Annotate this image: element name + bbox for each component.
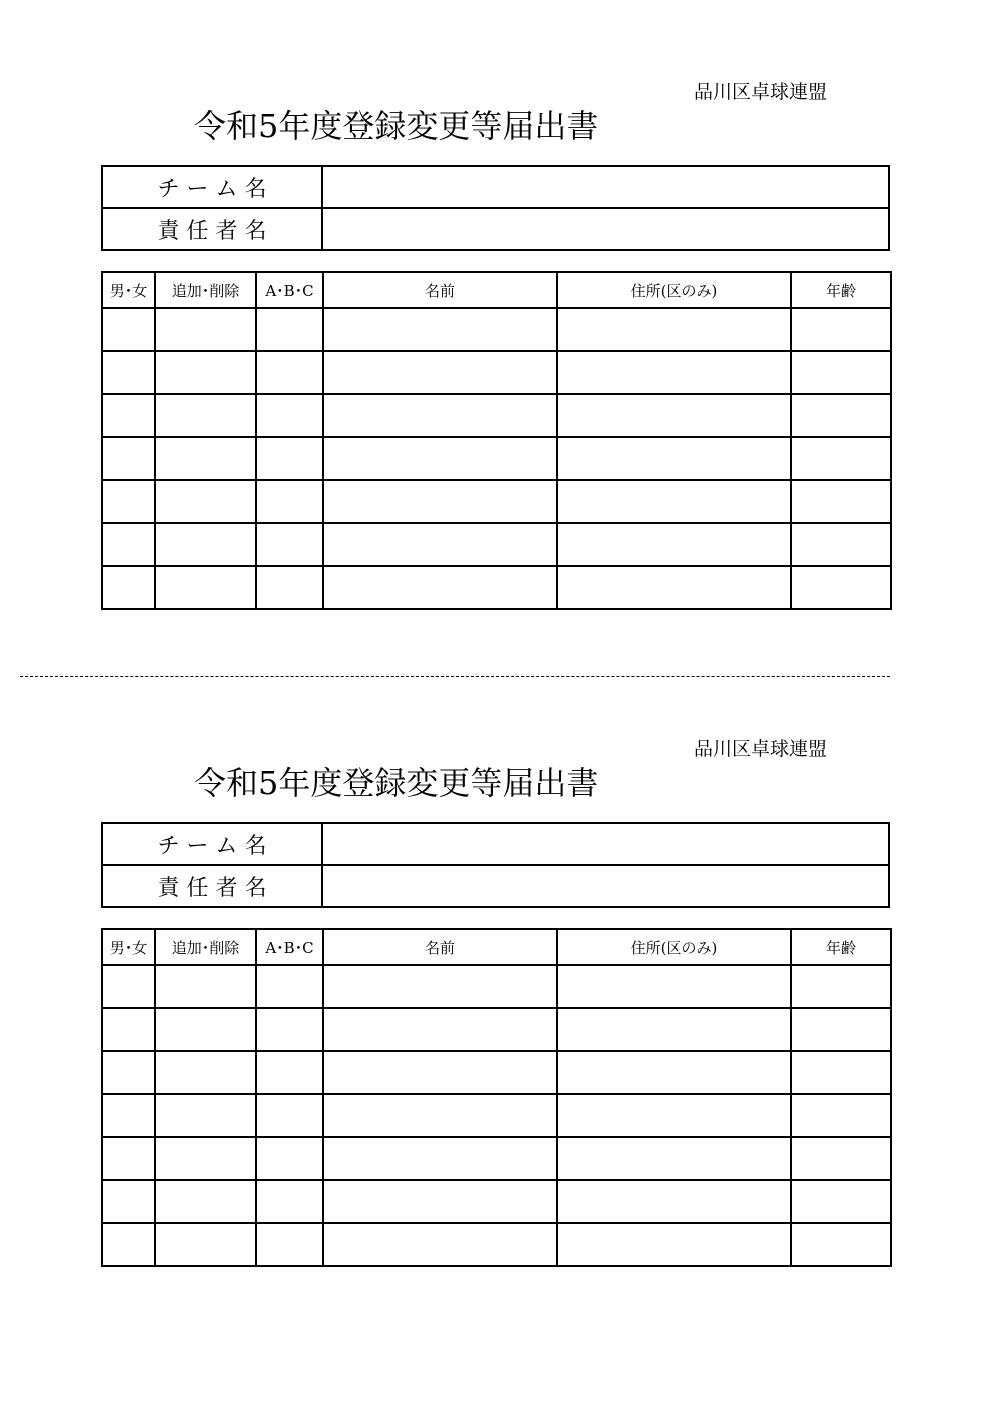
manager-name-field[interactable] — [322, 208, 889, 250]
add-remove-cell[interactable] — [155, 1180, 256, 1223]
class-cell[interactable] — [256, 394, 323, 437]
team-name-row — [102, 823, 889, 865]
add-remove-cell[interactable] — [155, 394, 256, 437]
column-header-gender: 男･女 — [102, 272, 155, 308]
column-header-name: 名前 — [323, 272, 557, 308]
class-cell[interactable] — [256, 1223, 323, 1266]
name-cell[interactable] — [323, 394, 557, 437]
name-cell[interactable] — [323, 1051, 557, 1094]
team-name-row — [102, 166, 889, 208]
manager-name-field[interactable] — [322, 865, 889, 907]
address-cell[interactable] — [557, 566, 791, 609]
address-cell[interactable] — [557, 1094, 791, 1137]
name-cell[interactable] — [323, 523, 557, 566]
team-info-table — [101, 165, 890, 251]
gender-cell[interactable] — [102, 1223, 155, 1266]
team-name-field[interactable] — [322, 823, 889, 865]
add-remove-cell[interactable] — [155, 351, 256, 394]
address-cell[interactable] — [557, 965, 791, 1008]
age-cell[interactable] — [791, 1051, 891, 1094]
column-header-class: A･B･C — [256, 272, 323, 308]
class-cell[interactable] — [256, 308, 323, 351]
manager-name-row — [102, 865, 889, 907]
column-header-name: 名前 — [323, 929, 557, 965]
address-cell[interactable] — [557, 437, 791, 480]
age-cell[interactable] — [791, 1008, 891, 1051]
name-cell[interactable] — [323, 437, 557, 480]
table-row — [102, 1223, 891, 1266]
table-row — [102, 566, 891, 609]
name-cell[interactable] — [323, 1180, 557, 1223]
add-remove-cell[interactable] — [155, 1223, 256, 1266]
name-cell[interactable] — [323, 965, 557, 1008]
name-cell[interactable] — [323, 1137, 557, 1180]
organization-name: 品川区卓球連盟 — [694, 81, 828, 103]
address-cell[interactable] — [557, 523, 791, 566]
member-table-header — [102, 929, 891, 965]
age-cell[interactable] — [791, 1137, 891, 1180]
age-cell[interactable] — [791, 1180, 891, 1223]
address-cell[interactable] — [557, 308, 791, 351]
team-name-label: チ ー ム 名 — [102, 823, 322, 865]
add-remove-cell[interactable] — [155, 1137, 256, 1180]
add-remove-cell[interactable] — [155, 523, 256, 566]
column-header-add-remove: 追加･削除 — [155, 929, 256, 965]
table-row — [102, 480, 891, 523]
gender-cell[interactable] — [102, 480, 155, 523]
table-row — [102, 1137, 891, 1180]
member-table-header — [102, 272, 891, 308]
class-cell[interactable] — [256, 965, 323, 1008]
age-cell[interactable] — [791, 308, 891, 351]
table-row — [102, 1180, 891, 1223]
class-cell[interactable] — [256, 566, 323, 609]
gender-cell[interactable] — [102, 1051, 155, 1094]
column-header-class: A･B･C — [256, 929, 323, 965]
age-cell[interactable] — [791, 437, 891, 480]
add-remove-cell[interactable] — [155, 308, 256, 351]
form-title: 令和5年度登録変更等届出書 — [194, 107, 599, 145]
manager-name-row — [102, 208, 889, 250]
add-remove-cell[interactable] — [155, 1094, 256, 1137]
column-header-address: 住所(区のみ) — [557, 272, 791, 308]
gender-cell[interactable] — [102, 308, 155, 351]
member-table — [101, 928, 892, 1267]
team-name-field[interactable] — [322, 166, 889, 208]
registration-form-top — [0, 0, 993, 640]
name-cell[interactable] — [323, 1008, 557, 1051]
gender-cell[interactable] — [102, 394, 155, 437]
class-cell[interactable] — [256, 351, 323, 394]
column-header-age: 年齢 — [791, 929, 891, 965]
table-row — [102, 1008, 891, 1051]
add-remove-cell[interactable] — [155, 965, 256, 1008]
age-cell[interactable] — [791, 1223, 891, 1266]
column-header-gender: 男･女 — [102, 929, 155, 965]
table-row — [102, 308, 891, 351]
gender-cell[interactable] — [102, 1180, 155, 1223]
age-cell[interactable] — [791, 1094, 891, 1137]
column-header-add-remove: 追加･削除 — [155, 272, 256, 308]
column-header-address: 住所(区のみ) — [557, 929, 791, 965]
table-row — [102, 437, 891, 480]
team-info-table — [101, 822, 890, 908]
address-cell[interactable] — [557, 1008, 791, 1051]
table-row — [102, 1094, 891, 1137]
add-remove-cell[interactable] — [155, 566, 256, 609]
class-cell[interactable] — [256, 1137, 323, 1180]
class-cell[interactable] — [256, 1094, 323, 1137]
manager-name-label: 責 任 者 名 — [102, 208, 322, 250]
gender-cell[interactable] — [102, 523, 155, 566]
address-cell[interactable] — [557, 351, 791, 394]
gender-cell[interactable] — [102, 1094, 155, 1137]
name-cell[interactable] — [323, 308, 557, 351]
organization-name: 品川区卓球連盟 — [694, 738, 828, 760]
age-cell[interactable] — [791, 351, 891, 394]
age-cell[interactable] — [791, 965, 891, 1008]
table-row — [102, 394, 891, 437]
name-cell[interactable] — [323, 480, 557, 523]
member-table — [101, 271, 892, 610]
age-cell[interactable] — [791, 566, 891, 609]
table-row — [102, 523, 891, 566]
gender-cell[interactable] — [102, 566, 155, 609]
manager-name-label: 責 任 者 名 — [102, 865, 322, 907]
address-cell[interactable] — [557, 480, 791, 523]
address-cell[interactable] — [557, 394, 791, 437]
add-remove-cell[interactable] — [155, 437, 256, 480]
class-cell[interactable] — [256, 480, 323, 523]
team-name-label: チ ー ム 名 — [102, 166, 322, 208]
class-cell[interactable] — [256, 1180, 323, 1223]
table-row — [102, 351, 891, 394]
age-cell[interactable] — [791, 480, 891, 523]
column-header-age: 年齢 — [791, 272, 891, 308]
name-cell[interactable] — [323, 566, 557, 609]
address-cell[interactable] — [557, 1051, 791, 1094]
address-cell[interactable] — [557, 1223, 791, 1266]
name-cell[interactable] — [323, 1223, 557, 1266]
name-cell[interactable] — [323, 351, 557, 394]
age-cell[interactable] — [791, 523, 891, 566]
age-cell[interactable] — [791, 394, 891, 437]
gender-cell[interactable] — [102, 1008, 155, 1051]
class-cell[interactable] — [256, 1008, 323, 1051]
class-cell[interactable] — [256, 1051, 323, 1094]
form-title: 令和5年度登録変更等届出書 — [194, 764, 599, 802]
table-row — [102, 965, 891, 1008]
gender-cell[interactable] — [102, 1137, 155, 1180]
address-cell[interactable] — [557, 1180, 791, 1223]
gender-cell[interactable] — [102, 351, 155, 394]
add-remove-cell[interactable] — [155, 1051, 256, 1094]
name-cell[interactable] — [323, 1094, 557, 1137]
table-row — [102, 1051, 891, 1094]
gender-cell[interactable] — [102, 965, 155, 1008]
registration-form-bottom — [0, 657, 993, 1297]
class-cell[interactable] — [256, 437, 323, 480]
add-remove-cell[interactable] — [155, 1008, 256, 1051]
class-cell[interactable] — [256, 523, 323, 566]
gender-cell[interactable] — [102, 437, 155, 480]
address-cell[interactable] — [557, 1137, 791, 1180]
add-remove-cell[interactable] — [155, 480, 256, 523]
